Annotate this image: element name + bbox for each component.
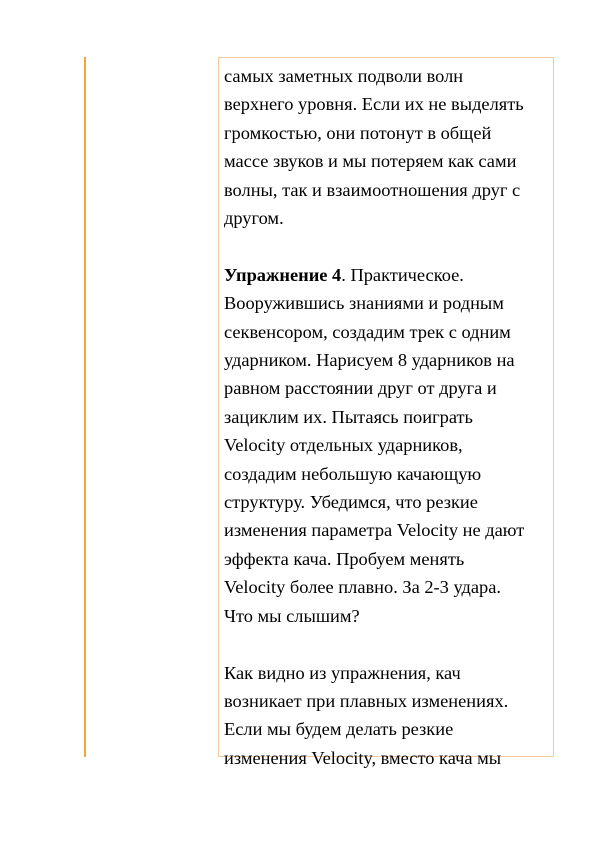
text-line: возникает при плавных изменениях. — [224, 690, 509, 711]
text-line: Если мы будем делать резкие — [224, 719, 454, 740]
text-line: другом. — [224, 208, 284, 229]
exercise-title: Упражнение 4 — [224, 264, 342, 285]
text-line: Вооружившись знаниями и родным — [224, 293, 504, 314]
text-line: самых заметных подволи волн — [224, 66, 464, 86]
text-line: Velocity отдельных ударников, — [224, 435, 463, 456]
text-line: зациклим их. Пытаясь поиграть — [224, 406, 473, 427]
text-line: равном расстоянии друг от друга и — [224, 378, 497, 399]
exercise-heading-line — [224, 261, 553, 289]
text-line: изменения параметра Velocity не дают — [224, 520, 525, 541]
text-line: эффекта кача. Пробуем менять — [224, 548, 465, 569]
paragraph-2 — [224, 261, 553, 630]
text-line: ударником. Нарисуем 8 ударников на — [224, 350, 515, 371]
text-line: Что мы слышим? — [224, 605, 360, 626]
text-line: Как видно из упражнения, кач — [224, 662, 461, 683]
text-line: массе звуков и мы потеряем как сами — [224, 151, 517, 172]
paragraph-3 — [224, 659, 553, 773]
text-line: верхнего уровня. Если их не выделять — [224, 94, 524, 115]
left-margin-rule — [84, 57, 86, 757]
text-line: изменения Velocity, вместо кача мы — [224, 747, 502, 768]
text-frame — [218, 57, 554, 768]
text-line: секвенсором, создадим трек с одним — [224, 321, 511, 342]
exercise-subtitle: . Практическое. — [341, 264, 464, 285]
paragraph-1 — [224, 62, 553, 232]
text-line: громкостью, они потонут в общей — [224, 122, 492, 143]
text-line: создадим небольшую качающую — [224, 463, 482, 484]
text-line: структуру. Убедимся, что резкие — [224, 492, 478, 513]
text-line: волны, так и взаимоотношения друг с — [224, 179, 521, 200]
text-line: Velocity более плавно. За 2-3 удара. — [224, 577, 501, 598]
